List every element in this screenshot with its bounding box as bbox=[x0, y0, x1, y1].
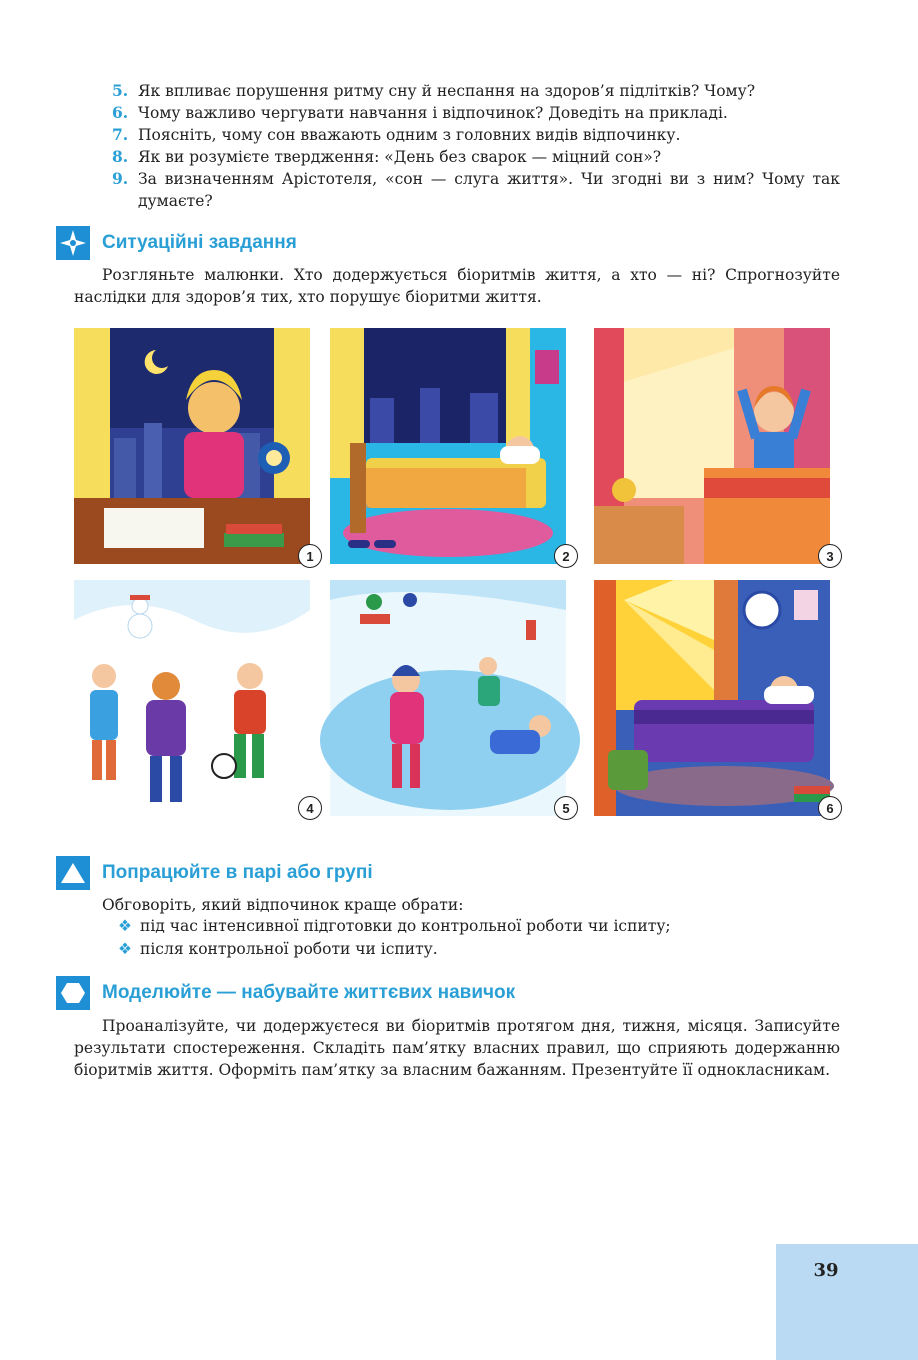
section-title: Ситуаційні завдання bbox=[102, 232, 297, 253]
question-number: 6. bbox=[112, 103, 129, 122]
question-item bbox=[112, 102, 840, 124]
picture-label: 5 bbox=[554, 796, 578, 820]
page-number: 39 bbox=[813, 1260, 839, 1281]
diamond-bullet-icon: ❖ bbox=[118, 940, 132, 958]
question-text: Чому важливо чергувати навчання і відпочинок? Доведіть на прикладі. bbox=[138, 104, 728, 122]
section-title: Попрацюйте в парі або групі bbox=[102, 862, 373, 883]
picture-label: 6 bbox=[818, 796, 842, 820]
model-text: Проаналізуйте, чи додержуєтеся ви біоритмів протягом дня, тижня, місяця. Записуйте результати спостереження. Складіть пам’ятку власних правил, що сприяють додержанню біоритмів життя. Оформіть пам’ятку за власним бажанням. Презентуйте її однокласникам. bbox=[74, 1017, 840, 1079]
question-text: За визначенням Арістотеля, «сон — слуга життя». Чи згодні ви з ним? Чому так думаєте? bbox=[138, 170, 840, 210]
triangle-icon bbox=[56, 856, 90, 890]
model-heading bbox=[56, 976, 515, 1010]
situational-heading bbox=[56, 226, 297, 260]
picture-4 bbox=[74, 580, 314, 816]
compass-star-icon bbox=[56, 226, 90, 260]
picture-3 bbox=[594, 328, 834, 564]
pair-work-text: Обговоріть, який відпочинок краще обрати: bbox=[102, 896, 464, 914]
picture-1 bbox=[74, 328, 314, 564]
picture-label: 3 bbox=[818, 544, 842, 568]
picture-label: 2 bbox=[554, 544, 578, 568]
question-item bbox=[112, 146, 840, 168]
bullet-text: під час інтенсивної підготовки до контрольної роботи чи іспиту; bbox=[140, 917, 671, 935]
diamond-bullet-icon: ❖ bbox=[118, 917, 132, 935]
picture-6 bbox=[594, 580, 834, 816]
question-number: 8. bbox=[112, 147, 129, 166]
hexagon-icon bbox=[56, 976, 90, 1010]
question-text: Поясніть, чому сон вважають одним з головних видів відпочинку. bbox=[138, 126, 681, 144]
question-number: 9. bbox=[112, 169, 129, 188]
picture-label: 1 bbox=[298, 544, 322, 568]
picture-2 bbox=[330, 328, 570, 564]
picture-5 bbox=[330, 580, 570, 816]
question-number: 7. bbox=[112, 125, 129, 144]
list-item bbox=[118, 938, 671, 961]
situational-text: Розгляньте малюнки. Хто додержується біоритмів життя, а хто — ні? Спрогнозуйте наслідки для здоров’я тих, хто порушує біоритми життя. bbox=[74, 266, 840, 306]
questions-list bbox=[112, 80, 840, 212]
bullet-text: після контрольної роботи чи іспиту. bbox=[140, 940, 438, 958]
list-item bbox=[118, 915, 671, 938]
pair-work-bullets bbox=[118, 915, 671, 961]
question-text: Як впливає порушення ритму сну й неспання на здоров’я підлітків? Чому? bbox=[138, 82, 756, 100]
page-number-tab bbox=[776, 1244, 918, 1360]
picture-label: 4 bbox=[298, 796, 322, 820]
question-item bbox=[112, 80, 840, 102]
pair-work-heading bbox=[56, 856, 373, 890]
question-number: 5. bbox=[112, 81, 129, 100]
question-item bbox=[112, 168, 840, 212]
question-item bbox=[112, 124, 840, 146]
section-title: Моделюйте — набувайте життєвих навичок bbox=[102, 982, 516, 1003]
question-text: Як ви розумієте твердження: «День без сварок — міцний сон»? bbox=[138, 148, 662, 166]
